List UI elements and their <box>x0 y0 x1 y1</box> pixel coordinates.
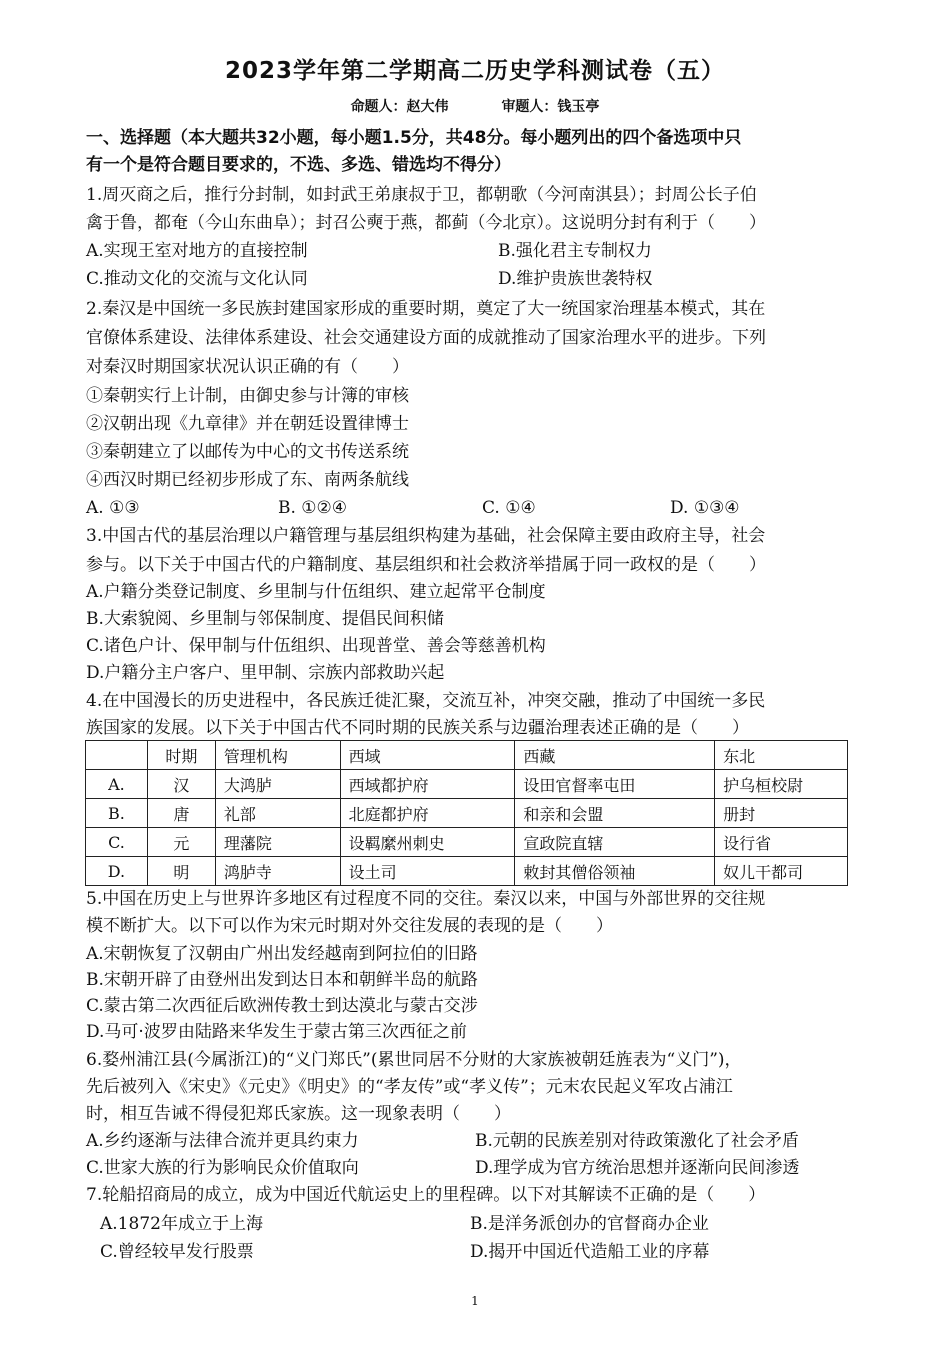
q6-option-c: C.世家大族的行为影响民众价值取向 <box>86 1158 359 1178</box>
author: 命题人：赵大伟 <box>350 99 449 115</box>
table-cell: 设土司 <box>340 857 515 886</box>
table-cell: 大鸿胪 <box>215 770 340 799</box>
q1-option-a: A.实现王室对地方的直接控制 <box>86 241 308 261</box>
table-cell: 设田官督率屯田 <box>515 770 715 799</box>
q5-option-b: B.宋朝开辟了由登州出发到达日本和朝鲜半岛的航路 <box>86 970 478 990</box>
q2-option-b: B. ①②④ <box>278 498 348 518</box>
q2-option-a: A. ①③ <box>86 498 140 518</box>
q3-option-d: D.户籍分主户客户、里甲制、宗族内部救助兴起 <box>86 663 445 683</box>
table-cell: C. <box>86 828 148 857</box>
table-cell: 敕封其僧俗领袖 <box>515 857 715 886</box>
q5-option-c: C.蒙古第二次西征后欧洲传教士到达漠北与蒙古交涉 <box>86 996 478 1016</box>
table-cell: 西域都护府 <box>340 770 515 799</box>
table-cell: 理藩院 <box>215 828 340 857</box>
table-cell: 册封 <box>715 799 848 828</box>
table-header: 时期 <box>147 741 215 770</box>
q1-option-b: B.强化君主专制权力 <box>498 241 652 261</box>
reviewer: 审题人：钱玉亭 <box>501 99 600 115</box>
table-cell: 汉 <box>147 770 215 799</box>
table-row <box>86 857 848 886</box>
q6-stem-cont2: 时，相互告诫不得侵犯郑氏家族。这一现象表明（ ） <box>86 1104 511 1124</box>
q2-item-1: ①秦朝实行上计制，由御史参与计簿的审核 <box>86 386 409 406</box>
q6-option-a: A.乡约逐渐与法律合流并更具约束力 <box>86 1131 359 1151</box>
table-cell: D. <box>86 857 148 886</box>
q2-item-3: ③秦朝建立了以邮传为中心的文书传送系统 <box>86 442 409 462</box>
q1-stem: 1.周灭商之后，推行分封制，如封武王弟康叔于卫，都朝歌（今河南淇县）；封周公长子伯 <box>86 185 757 205</box>
q7-stem: 7.轮船招商局的成立，成为中国近代航运史上的里程碑。以下对其解读不正确的是（ ） <box>86 1185 766 1205</box>
table-row <box>86 799 848 828</box>
table-header: 西域 <box>340 741 515 770</box>
q3-stem-cont: 参与。以下关于中国古代的户籍制度、基层组织和社会救济举措属于同一政权的是（ ） <box>86 555 766 575</box>
author-line <box>0 96 950 116</box>
q1-option-c: C.推动文化的交流与文化认同 <box>86 269 308 289</box>
table-cell: 奴儿干都司 <box>715 857 848 886</box>
q2-stem-cont2: 对秦汉时期国家状况认识正确的有（ ） <box>86 357 409 377</box>
q6-option-d: D.理学成为官方统治思想并逐渐向民间渗透 <box>475 1158 800 1178</box>
table-cell: 唐 <box>147 799 215 828</box>
table-cell: B. <box>86 799 148 828</box>
q2-option-c: C. ①④ <box>482 498 536 518</box>
q7-option-b: B.是洋务派创办的官督商办企业 <box>470 1214 709 1234</box>
q4-stem: 4.在中国漫长的历史进程中，各民族迁徙汇聚，交流互补，冲突交融，推动了中国统一多民 <box>86 691 766 711</box>
table-header: 西藏 <box>515 741 715 770</box>
q2-stem-cont: 官僚体系建设、法律体系建设、社会交通建设方面的成就推动了国家治理水平的进步。下列 <box>86 328 766 348</box>
table-cell: 礼部 <box>215 799 340 828</box>
page-number: 1 <box>471 1294 479 1308</box>
q1-stem-cont: 禽于鲁，都奄（今山东曲阜）；封召公奭于燕，都蓟（今北京）。这说明分封有利于（ ） <box>86 213 766 233</box>
q2-item-2: ②汉朝出现《九章律》并在朝廷设置律博士 <box>86 414 409 434</box>
table-header: 东北 <box>715 741 848 770</box>
q7-option-a: A.1872年成立于上海 <box>100 1214 263 1234</box>
q6-stem: 6.婺州浦江县(今属浙江)的“义门郑氏”(累世同居不分财的大家族被朝廷旌表为“义门”)， <box>86 1050 742 1070</box>
q7-option-c: C.曾经较早发行股票 <box>100 1242 254 1262</box>
q2-item-4: ④西汉时期已经初步形成了东、南两条航线 <box>86 470 409 490</box>
q3-option-a: A.户籍分类登记制度、乡里制与什伍组织、建立起常平仓制度 <box>86 582 546 602</box>
table-cell: 和亲和会盟 <box>515 799 715 828</box>
q3-option-c: C.诸色户计、保甲制与什伍组织、出现普堂、善会等慈善机构 <box>86 636 546 656</box>
table-cell: 设羁縻州刺史 <box>340 828 515 857</box>
table-cell: 设行省 <box>715 828 848 857</box>
q2-stem: 2.秦汉是中国统一多民族封建国家形成的重要时期，奠定了大一统国家治理基本模式，其在 <box>86 299 766 319</box>
section-heading-cont: 有一个是符合题目要求的，不选、多选、错选均不得分） <box>86 155 511 175</box>
q6-stem-cont: 先后被列入《宋史》《元史》《明史》的“孝友传”或“孝义传”；元末农民起义军攻占浦江 <box>86 1077 733 1097</box>
q5-option-a: A.宋朝恢复了汉朝由广州出发经越南到阿拉伯的旧路 <box>86 944 478 964</box>
table-row <box>86 770 848 799</box>
q5-stem-cont: 模不断扩大。以下可以作为宋元时期对外交往发展的表现的是（ ） <box>86 916 613 936</box>
section-heading: 一、选择题（本大题共32小题，每小题1.5分，共48分。每小题列出的四个备选项中只 <box>86 128 742 148</box>
table-cell: 明 <box>147 857 215 886</box>
q7-option-d: D.揭开中国近代造船工业的序幕 <box>470 1242 710 1262</box>
table-cell: 鸿胪寺 <box>215 857 340 886</box>
q4-stem-cont: 族国家的发展。以下关于中国古代不同时期的民族关系与边疆治理表述正确的是（ ） <box>86 718 749 738</box>
q5-stem: 5.中国在历史上与世界许多地区有过程度不同的交往。秦汉以来，中国与外部世界的交往规 <box>86 889 766 909</box>
q6-option-b: B.元朝的民族差别对待政策激化了社会矛盾 <box>475 1131 799 1151</box>
q2-option-d: D. ①③④ <box>670 498 740 518</box>
table-row <box>86 828 848 857</box>
q1-option-d: D.维护贵族世袭特权 <box>498 269 653 289</box>
q5-option-d: D.马可·波罗由陆路来华发生于蒙古第三次西征之前 <box>86 1022 467 1042</box>
table-header <box>86 741 148 770</box>
table-cell: 护乌桓校尉 <box>715 770 848 799</box>
q3-stem: 3.中国古代的基层治理以户籍管理与基层组织构建为基础，社会保障主要由政府主导，社会 <box>86 526 766 546</box>
q3-option-b: B.大索貌阅、乡里制与邻保制度、提倡民间积储 <box>86 609 444 629</box>
q4-table <box>85 740 848 886</box>
page-title: 2023学年第二学期高二历史学科测试卷（五） <box>224 58 725 84</box>
table-cell: 北庭都护府 <box>340 799 515 828</box>
table-header: 管理机构 <box>215 741 340 770</box>
table-cell: A. <box>86 770 148 799</box>
table-cell: 宣政院直辖 <box>515 828 715 857</box>
table-header-row <box>86 741 848 770</box>
table-cell: 元 <box>147 828 215 857</box>
